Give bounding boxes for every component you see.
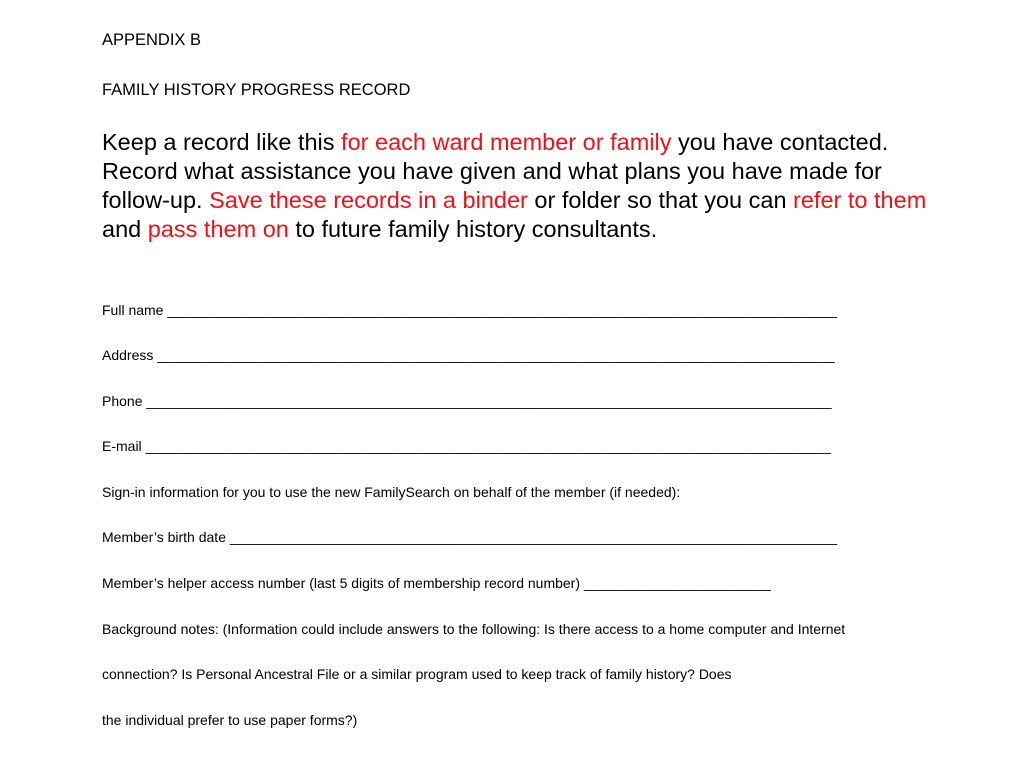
signin-info-label: Sign-in information for you to use the new FamilySearch on behalf of the member (if needed):: [102, 484, 681, 500]
intro-paragraph: [102, 128, 942, 244]
phone-field: Phone ________________________________________________________________________________________: [102, 393, 832, 409]
helper-access-field: Member’s helper access number (last 5 digits of membership record number) ________________________: [102, 575, 771, 591]
appendix-label: APPENDIX B: [102, 31, 202, 49]
full-name-field: Full name ______________________________________________________________________________________: [102, 302, 837, 318]
intro-text-2: you have contacted. Record what assistance you have given and what plans you have made for follow-up.: [102, 129, 889, 213]
birth-date-field: Member’s birth date ______________________________________________________________________________: [102, 529, 838, 545]
intro-text-4: and: [102, 216, 148, 242]
background-notes-line-1: Background notes: (Information could include answers to the following: Is there access to a home computer and Internet: [102, 621, 846, 637]
intro-highlight-3: refer to them: [793, 187, 927, 213]
intro-text-3: or folder so that you can: [527, 187, 794, 213]
intro-highlight-2: Save these records in a binder: [209, 187, 528, 213]
record-title: FAMILY HISTORY PROGRESS RECORD: [102, 81, 411, 99]
intro-highlight-4: pass them on: [147, 216, 289, 242]
address-field: Address _______________________________________________________________________________________: [102, 347, 835, 363]
intro-text-5: to future family history consultants.: [288, 216, 658, 242]
background-notes-line-3: the individual prefer to use paper forms?): [102, 712, 358, 728]
intro-text-1: Keep a record like this: [102, 129, 342, 155]
background-notes-line-2: connection? Is Personal Ancestral File or a similar program used to keep track of family history? Does: [102, 666, 732, 682]
intro-highlight-1: for each ward member or family: [341, 129, 672, 155]
email-field: E-mail ________________________________________________________________________________________: [102, 438, 831, 454]
